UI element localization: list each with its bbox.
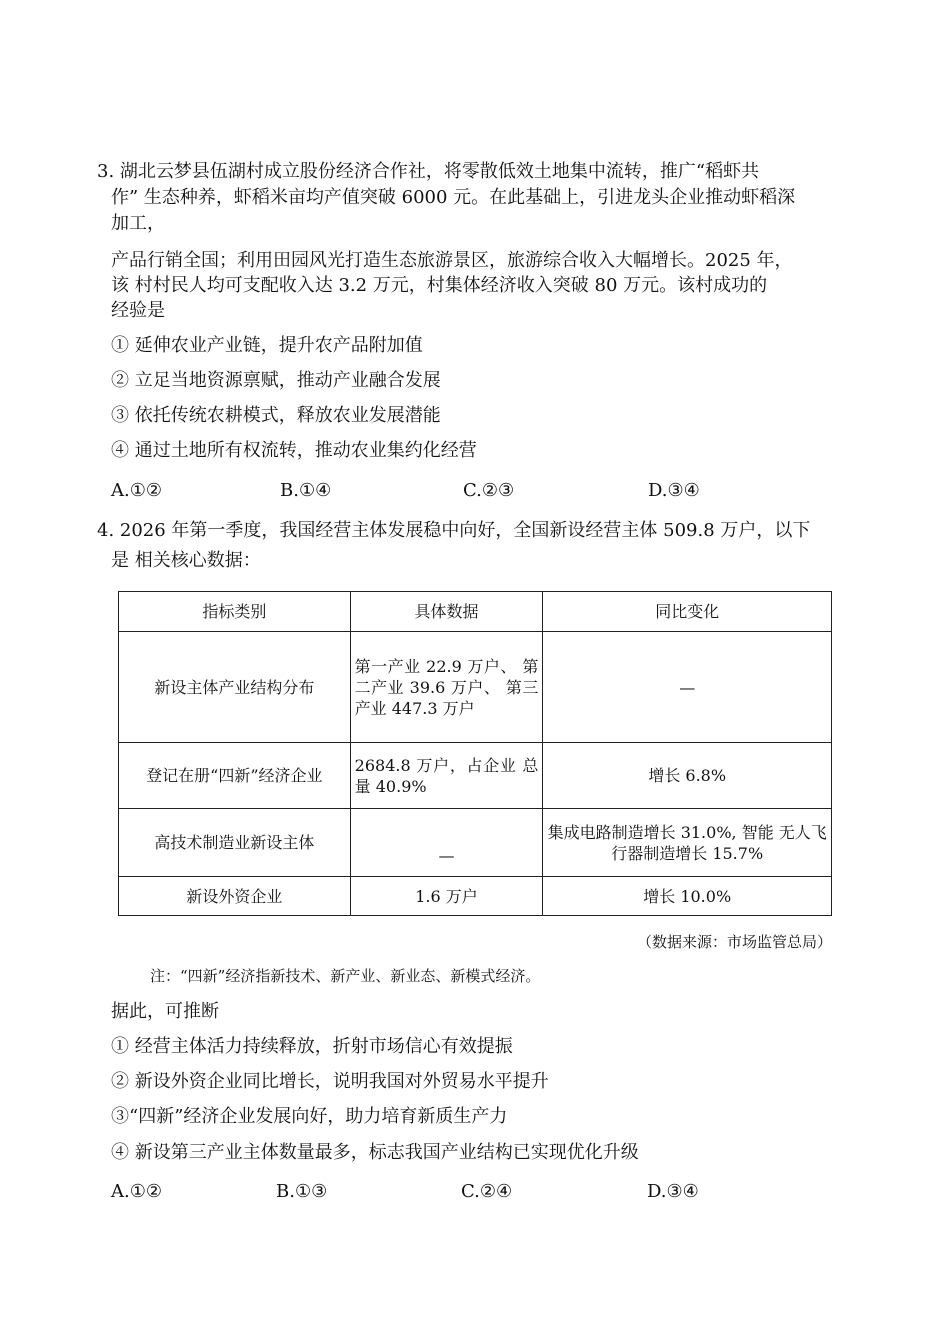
data-table: [118, 591, 832, 916]
table-cell: 登记在册“四新”经济企业: [119, 743, 351, 809]
table-header-cell: 同比变化: [543, 592, 832, 632]
q3-option-a: A.①②: [111, 480, 162, 501]
table-row: [119, 809, 832, 877]
q4-lead: 据此，可推断: [111, 1001, 219, 1022]
table-header-row: [119, 592, 832, 632]
table-cell: 第一产业 22.9 万户、 第二产业 39.6 万户、 第三产业 447.3 万户: [350, 632, 543, 743]
q3-stem-line1: 3. 湖北云梦县伍湖村成立股份经济合作社，将零散低效土地集中流转，推广“稻虾共: [97, 161, 760, 182]
q3-item-3: ③ 依托传统农耕模式，释放农业发展潜能: [111, 405, 441, 426]
table-cell: —: [350, 809, 543, 877]
q4-option-c: C.②④: [461, 1181, 513, 1202]
q4-item-4: ④ 新设第三产业主体数量最多，标志我国产业结构已实现优化升级: [111, 1142, 639, 1163]
table-cell: 增长 10.0%: [543, 877, 832, 916]
q4-option-a: A.①②: [111, 1181, 162, 1202]
table-cell: —: [543, 632, 832, 743]
table-cell: 1.6 万户: [350, 877, 543, 916]
table-note: 注：“四新”经济指新技术、新产业、新业态、新模式经济。: [150, 967, 541, 985]
table-row: [119, 632, 832, 743]
q3-item-1: ① 延伸农业产业链，提升农产品附加值: [111, 335, 423, 356]
q3-stem-line5: 该 村村民人均可支配收入达 3.2 万元，村集体经济收入突破 80 万元。该村成功的: [111, 275, 768, 296]
table-cell: 增长 6.8%: [543, 743, 832, 809]
q3-option-d: D.③④: [648, 480, 700, 501]
table-cell: 新设主体产业结构分布: [119, 632, 351, 743]
table-cell: 高技术制造业新设主体: [119, 809, 351, 877]
q4-option-b: B.①③: [276, 1181, 328, 1202]
q3-stem-line2: 作” 生态种养，虾稻米亩均产值突破 6000 元。在此基础上，引进龙头企业推动虾稻深: [111, 187, 796, 208]
table-cell: 新设外资企业: [119, 877, 351, 916]
table-cell: 2684.8 万户，占企业 总量 40.9%: [350, 743, 543, 809]
table-row: [119, 877, 832, 916]
q3-option-b: B.①④: [280, 480, 332, 501]
q3-stem-line4: 产品行销全国；利用田园风光打造生态旅游景区，旅游综合收入大幅增长。2025 年，: [111, 250, 793, 271]
table-header-cell: 具体数据: [350, 592, 543, 632]
q4-item-3: ③“四新”经济企业发展向好，助力培育新质生产力: [111, 1106, 508, 1127]
q3-stem-line3: 加工，: [111, 213, 165, 234]
q3-item-2: ② 立足当地资源禀赋，推动产业融合发展: [111, 370, 441, 391]
q3-option-c: C.②③: [463, 480, 515, 501]
table-header-cell: 指标类别: [119, 592, 351, 632]
data-source: （数据来源：市场监管总局）: [636, 933, 832, 951]
table-cell: 集成电路制造增长 31.0%, 智能 无人飞行器制造增长 15.7%: [543, 809, 832, 877]
q4-option-d: D.③④: [647, 1181, 699, 1202]
q4-item-2: ② 新设外资企业同比增长，说明我国对外贸易水平提升: [111, 1071, 549, 1092]
q3-stem-line6: 经验是: [111, 300, 165, 321]
q4-item-1: ① 经营主体活力持续释放，折射市场信心有效提振: [111, 1036, 513, 1057]
q4-stem-line1: 4. 2026 年第一季度，我国经营主体发展稳中向好，全国新设经营主体 509.8 万户，以下: [97, 520, 811, 541]
table-row: [119, 743, 832, 809]
q3-item-4: ④ 通过土地所有权流转，推动农业集约化经营: [111, 440, 477, 461]
q4-stem-line2: 是 相关核心数据：: [111, 550, 261, 571]
